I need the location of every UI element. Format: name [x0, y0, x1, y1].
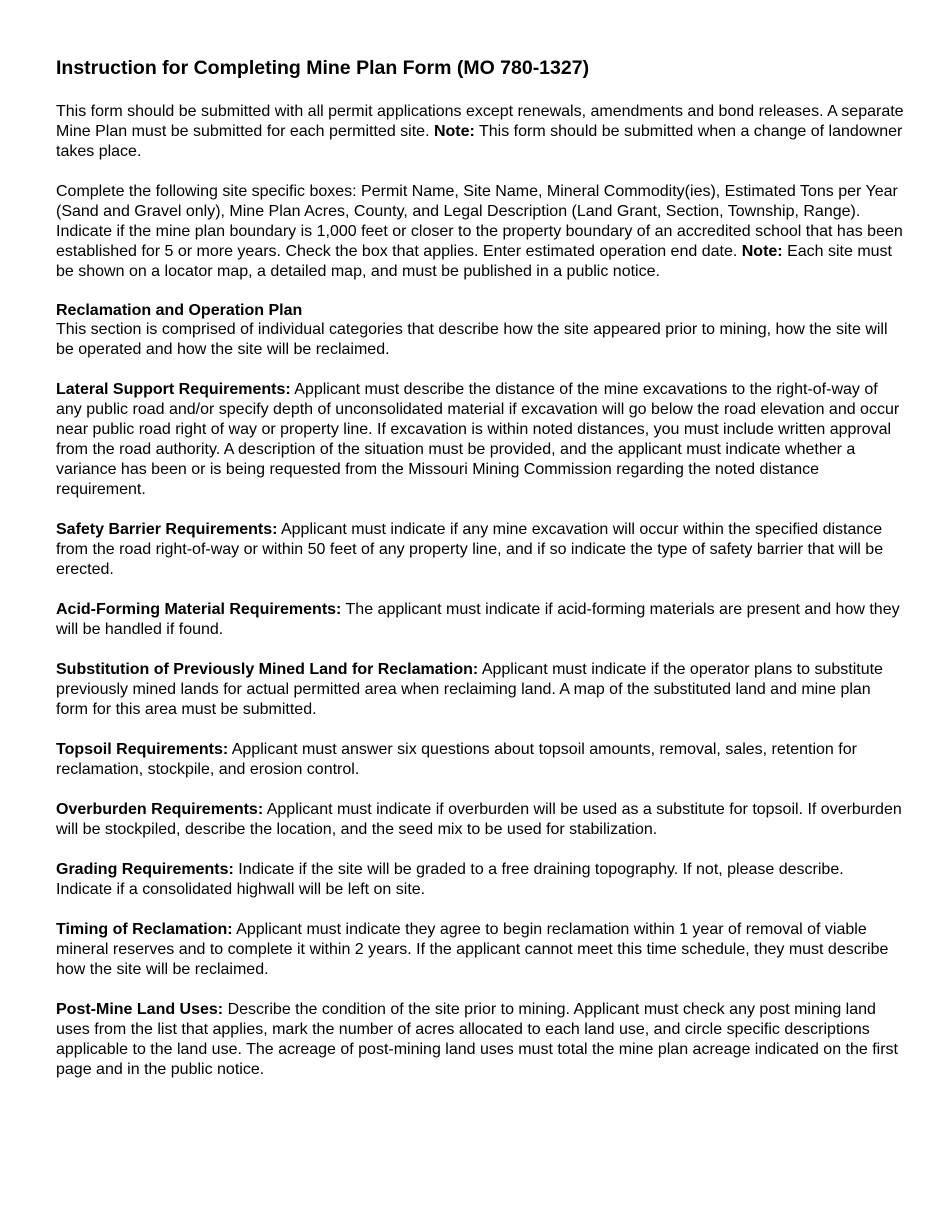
grading-paragraph: [56, 860, 904, 900]
section-text: Describe the condition of the site prior to mining. Applicant must check any post mining land uses from the list that applies, mark the number of acres allocated to each land use, and circle specific descriptions applicable to the land use. The acreage of post-mining land uses must total the mine plan acreage indicated on the first page and in the public notice.: [56, 1001, 898, 1078]
section-label: Acid-Forming Material Requirements:: [56, 601, 342, 618]
overburden-paragraph: [56, 800, 904, 840]
section-text: Applicant must describe the distance of the mine excavations to the right-of-way of any public road and/or specify depth of unconsolidated material if excavation will go below the road elevation and occur near public road right of way or property line. If excavation is within noted distances, you must include written approval from the road authority. A description of the situation must be provided, and the applicant must indicate whether a variance has been or is being requested from the Missouri Mining Commission regarding the noted distance requirement.: [56, 381, 900, 498]
site-paragraph: [56, 182, 904, 282]
section-text: Applicant must indicate if the operator plans to substitute previously mined lands for actual permitted area when reclaiming land. A map of the substituted land and mine plan form for this area must be submitted.: [56, 661, 883, 718]
intro-text-2: This form should be submitted when a change of landowner takes place.: [56, 123, 903, 160]
safety-barrier-paragraph: [56, 520, 904, 580]
section-label: Safety Barrier Requirements:: [56, 521, 278, 538]
timing-paragraph: [56, 920, 904, 980]
section-text: The applicant must indicate if acid-forming materials are present and how they will be handled if found.: [56, 601, 900, 638]
page-title: Instruction for Completing Mine Plan Form (MO 780-1327): [56, 57, 590, 79]
reclamation-paragraph: This section is comprised of individual categories that describe how the site appeared prior to mining, how the site will be operated and how the site will be reclaimed.: [56, 321, 888, 358]
intro-text-1: This form should be submitted with all permit applications except renewals, amendments and bond releases. A separate Mine Plan must be submitted for each permitted site.: [56, 103, 904, 140]
site-note-label: Note:: [741, 243, 783, 260]
section-text: Applicant must indicate they agree to begin reclamation within 1 year of removal of viable mineral reserves and to complete it within 2 years. If the applicant cannot meet this time schedule, they must describe how the site will be reclaimed.: [56, 921, 889, 978]
section-text: Applicant must answer six questions about topsoil amounts, removal, sales, retention for reclamation, stockpile, and erosion control.: [56, 741, 857, 778]
document-page: [56, 55, 904, 1100]
section-label: Topsoil Requirements:: [56, 741, 229, 758]
section-label: Substitution of Previously Mined Land for Reclamation:: [56, 661, 479, 678]
section-label: Grading Requirements:: [56, 861, 234, 878]
substitution-paragraph: [56, 660, 904, 720]
site-text-2: Each site must be shown on a locator map, a detailed map, and must be published in a public notice.: [56, 243, 892, 280]
section-text: Applicant must indicate if any mine excavation will occur within the specified distance from the road right-of-way or within 50 feet of any property line, and if so indicate the type of safety barrier that will be erected.: [56, 521, 884, 578]
intro-paragraph: [56, 102, 904, 162]
section-label: Post-Mine Land Uses:: [56, 1001, 224, 1018]
acid-forming-paragraph: [56, 600, 904, 640]
section-label: Overburden Requirements:: [56, 801, 264, 818]
lateral-support-paragraph: [56, 380, 904, 500]
intro-note-label: Note:: [433, 123, 475, 140]
site-text-1: Complete the following site specific boxes: Permit Name, Site Name, Mineral Commodity(ies), Estimated Tons per Year (Sand and Gravel only), Mine Plan Acres, County, and Legal Description (Land Grant, Section, Township, Range). Indicate if the mine plan boundary is 1,000 feet or closer to the property boundary of an accredited school that has been established for 5 or more years. Check the box that applies. Enter estimated operation end date.: [56, 183, 903, 260]
section-text: Indicate if the site will be graded to a free draining topography. If not, please describe. Indicate if a consolidated highwall will be left on site.: [56, 861, 844, 898]
post-mine-paragraph: [56, 1000, 904, 1080]
topsoil-paragraph: [56, 740, 904, 780]
section-label: Lateral Support Requirements:: [56, 381, 291, 398]
section-label: Timing of Reclamation:: [56, 921, 233, 938]
section-text: Applicant must indicate if overburden will be used as a substitute for topsoil. If overburden will be stockpiled, describe the location, and the seed mix to be used for stabilization.: [56, 801, 902, 838]
reclamation-heading: Reclamation and Operation Plan: [56, 302, 303, 319]
